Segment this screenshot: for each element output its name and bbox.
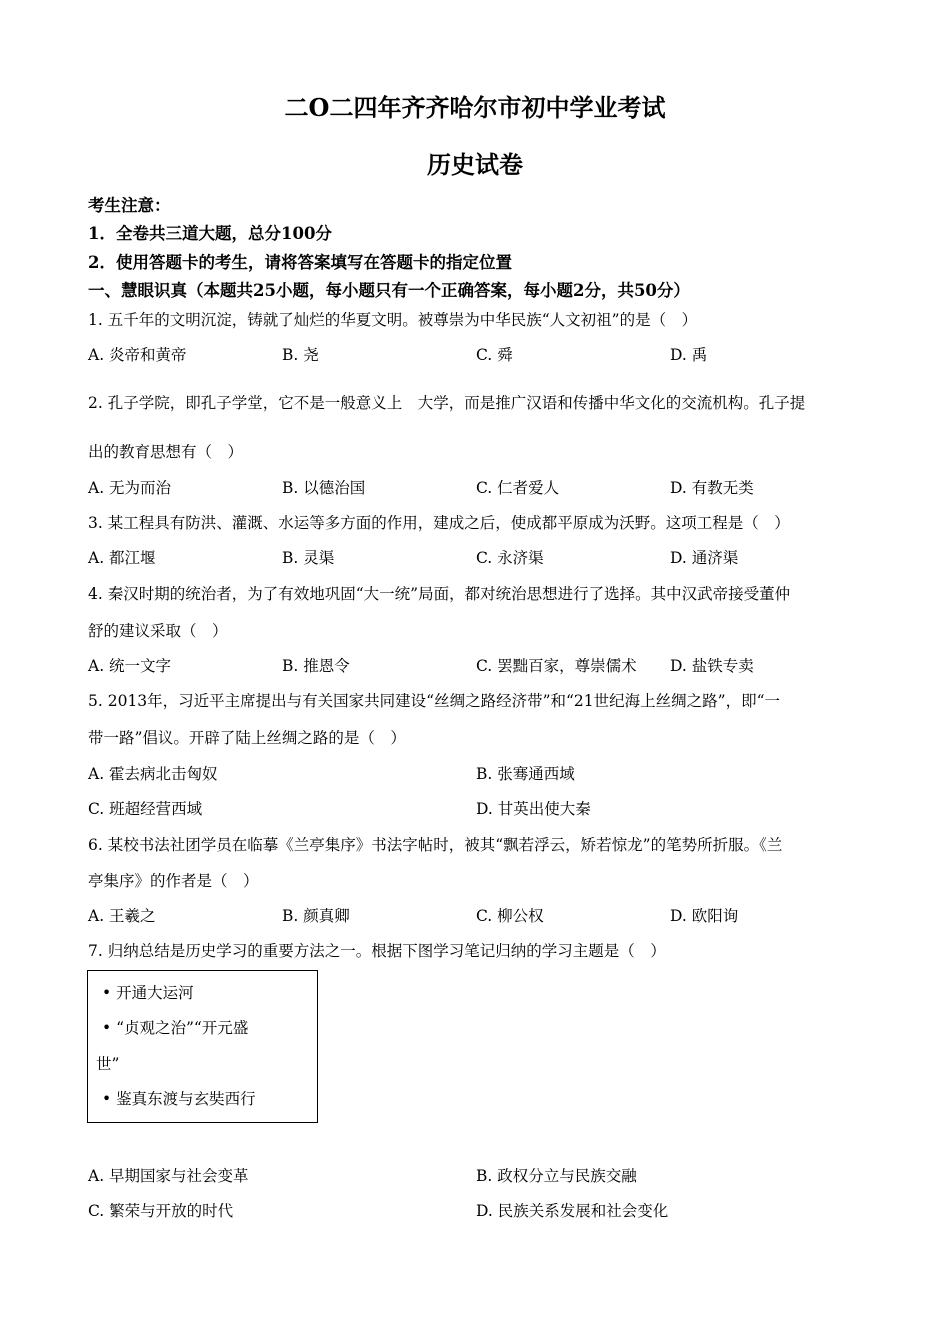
question-stem: 亭集序》的作者是（ ）: [88, 872, 259, 890]
option-a: A. 都江堰: [88, 549, 156, 567]
study-notes-box: [87, 970, 318, 1123]
option-a: A. 早期国家与社会变革: [88, 1167, 249, 1185]
option-c: C. 繁荣与开放的时代: [88, 1202, 234, 1220]
question-stem: 带一路”倡议。开辟了陆上丝绸之路的是（ ）: [88, 729, 406, 747]
option-c: C. 仁者爱人: [476, 479, 560, 497]
note-item: • 鉴真东渡与玄奘西行: [102, 1090, 256, 1108]
option-b: B. 尧: [282, 346, 319, 364]
option-a: A. 王羲之: [88, 907, 156, 925]
option-b: B. 政权分立与民族交融: [476, 1167, 637, 1185]
option-c: C. 罢黜百家，尊崇儒术: [476, 657, 637, 675]
option-d: D. 民族关系发展和社会变化: [476, 1202, 669, 1220]
question-stem: 5. 2013年，习近平主席提出与有关国家共同建设“丝绸之路经济带”和“21世纪海上丝绸之路”，即“一: [88, 692, 781, 710]
question-stem: 2. 孔子学院，即孔子学堂，它不是一般意义上 大学，而是推广汉语和传播中华文化的交流机构。孔子提: [88, 394, 806, 412]
question-stem: 3. 某工程具有防洪、灌溉、水运等多方面的作用，建成之后，使成都平原成为沃野。这项工程是（ ）: [88, 514, 790, 532]
option-d: D. 甘英出使大秦: [476, 800, 591, 818]
option-c: C. 永济渠: [476, 549, 544, 567]
option-c: C. 舜: [476, 346, 513, 364]
exam-subtitle: 历史试卷: [427, 150, 523, 179]
option-d: D. 禹: [670, 346, 708, 364]
option-d: D. 有教无类: [670, 479, 754, 497]
option-b: B. 颜真卿: [282, 907, 350, 925]
question-stem: 舒的建议采取（ ）: [88, 622, 228, 640]
option-a: A. 无为而治: [88, 479, 172, 497]
option-b: B. 灵渠: [282, 549, 335, 567]
notice-item: 1．全卷共三道大题，总分100分: [88, 224, 332, 243]
option-c: C. 班超经营西域: [88, 800, 203, 818]
option-a: A. 炎帝和黄帝: [88, 346, 187, 364]
option-a: A. 霍去病北击匈奴: [88, 765, 218, 783]
exam-title: 二O二四年齐齐哈尔市初中学业考试: [284, 93, 666, 122]
question-stem: 1. 五千年的文明沉淀，铸就了灿烂的华夏文明。被尊崇为中华民族“人文初祖”的是（ ）: [88, 311, 698, 329]
question-stem: 7. 归纳总结是历史学习的重要方法之一。根据下图学习笔记归纳的学习主题是（ ）: [88, 942, 666, 960]
section-heading: 一、慧眼识真（本题共25小题，每小题只有一个正确答案，每小题2分，共50分）: [88, 281, 690, 300]
question-stem: 4. 秦汉时期的统治者，为了有效地巩固“大一统”局面，都对统治思想进行了选择。其中汉武帝接受董仲: [88, 585, 791, 603]
option-c: C. 柳公权: [476, 907, 544, 925]
note-item: 世”: [96, 1055, 120, 1073]
option-b: B. 推恩令: [282, 657, 350, 675]
question-stem: 6. 某校书法社团学员在临摹《兰亭集序》书法字帖时，被其“飘若浮云，矫若惊龙”的笔势所折服。《兰: [88, 836, 783, 854]
note-item: • 开通大运河: [102, 984, 194, 1002]
option-a: A. 统一文字: [88, 657, 172, 675]
option-b: B. 张骞通西域: [476, 765, 575, 783]
question-stem: 出的教育思想有（ ）: [88, 443, 244, 461]
option-d: D. 通济渠: [670, 549, 739, 567]
option-b: B. 以德治国: [282, 479, 366, 497]
option-d: D. 盐铁专卖: [670, 657, 754, 675]
note-item: • “贞观之治”“开元盛: [102, 1019, 249, 1037]
notice-item: 2．使用答题卡的考生，请将答案填写在答题卡的指定位置: [88, 253, 512, 272]
notice-heading: 考生注意：: [88, 196, 171, 215]
option-d: D. 欧阳询: [670, 907, 739, 925]
